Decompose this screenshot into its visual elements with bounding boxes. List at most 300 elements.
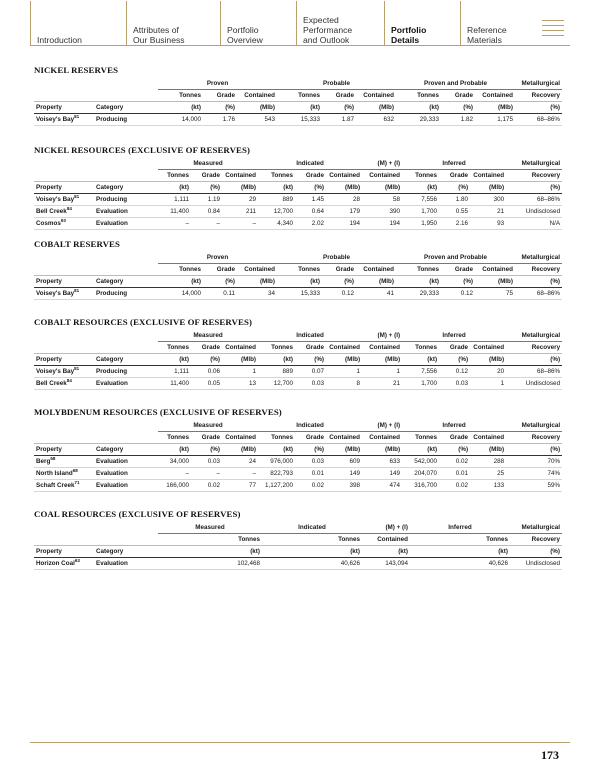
unit-header: (Mlb) — [222, 444, 258, 456]
table-cell: 77 — [222, 480, 258, 492]
column-header: Tonnes — [410, 534, 510, 546]
table-cell: 0.64 — [295, 206, 326, 218]
section-title: COAL RESOURCES (EXCLUSIVE OF RESERVES) — [34, 509, 241, 519]
table-row — [34, 206, 562, 218]
table-cell: 0.55 — [439, 206, 470, 218]
cobalt-resources-section — [34, 316, 562, 390]
table-cell: 4,340 — [258, 218, 295, 230]
unit-header: (kt) — [402, 182, 439, 194]
section-title: COBALT RESOURCES (EXCLUSIVE OF RESERVES) — [34, 317, 252, 327]
column-header: Recovery — [515, 90, 562, 102]
section-title: COBALT RESERVES — [34, 239, 121, 249]
table-cell: 0.12 — [322, 288, 356, 300]
column-header: Grade — [439, 170, 470, 182]
unit-header: (kt) — [158, 182, 191, 194]
column-header: Grade — [191, 170, 222, 182]
column-header: Category — [94, 182, 158, 194]
column-header: Grade — [439, 342, 470, 354]
column-header-row — [34, 90, 562, 102]
top-navigation — [0, 0, 600, 46]
column-header: Grade — [295, 342, 326, 354]
nickel-reserves-table — [34, 78, 562, 126]
group-header: (M) + (I) — [362, 158, 402, 170]
property-cell: Bell Creek$^{84}$ — [34, 206, 94, 218]
category-cell: Evaluation — [94, 468, 158, 480]
unit-header: (kt) — [258, 354, 295, 366]
table-cell: 34 — [237, 288, 277, 300]
nav-label-line: Expected — [303, 15, 339, 25]
table-cell: – — [222, 468, 258, 480]
unit-header: (Mlb) — [237, 102, 277, 114]
property-cell: Voisey's Bay$^{81}$ — [34, 288, 94, 300]
cobalt-resources-table — [34, 330, 562, 390]
group-header-row — [34, 420, 562, 432]
column-header: Recovery — [506, 342, 562, 354]
nav-label-line: Performance — [303, 25, 353, 35]
cobalt-reserves-section — [34, 238, 562, 300]
section-title: MOLYBDENUM RESOURCES (EXCLUSIVE OF RESERVES) — [34, 407, 282, 417]
column-header: Tonnes — [402, 432, 439, 444]
table-cell: 11,400 — [158, 378, 191, 390]
unit-header: (kt) — [410, 546, 510, 558]
table-cell: 41 — [356, 288, 396, 300]
property-cell: Voisey's Bay$^{81}$ — [34, 194, 94, 206]
unit-header: (kt) — [158, 276, 203, 288]
menu-icon[interactable] — [542, 20, 564, 36]
table-row — [34, 378, 562, 390]
column-header: Contained — [470, 432, 506, 444]
table-row — [34, 218, 562, 230]
table-cell: 29,333 — [396, 114, 441, 126]
footer-divider — [30, 742, 570, 743]
table-cell: 1 — [222, 366, 258, 378]
unit-header: (%) — [191, 444, 222, 456]
unit-header: (Mlb) — [326, 182, 362, 194]
table-cell: 194 — [326, 218, 362, 230]
group-header: Inferred — [402, 158, 506, 170]
unit-header-row — [34, 182, 562, 194]
column-header: Contained — [362, 342, 402, 354]
table-row — [34, 558, 562, 570]
nickel-resources-section — [34, 144, 562, 230]
category-cell: Evaluation — [94, 378, 158, 390]
column-header: Contained — [237, 90, 277, 102]
unit-header: (kt) — [158, 102, 203, 114]
table-cell: 24 — [222, 456, 258, 468]
table-cell: 1.87 — [322, 114, 356, 126]
column-header: Grade — [441, 90, 475, 102]
table-row — [34, 468, 562, 480]
nav-label-line: Materials — [467, 35, 502, 45]
table-cell: 633 — [362, 456, 402, 468]
unit-header-row — [34, 102, 562, 114]
table-cell: 11,400 — [158, 206, 191, 218]
unit-header-row — [34, 276, 562, 288]
table-cell: 194 — [362, 218, 402, 230]
table-cell: 0.02 — [439, 480, 470, 492]
nav-label-line: and Outlook — [303, 35, 350, 45]
column-header: Tonnes — [158, 432, 191, 444]
unit-header: (Mlb) — [475, 102, 515, 114]
group-header: Inferred — [402, 330, 506, 342]
table-cell: 1,950 — [402, 218, 439, 230]
unit-header-row — [34, 354, 562, 366]
nav-label-line: Introduction — [37, 35, 82, 45]
table-cell: 93 — [470, 218, 506, 230]
table-cell: 1.82 — [441, 114, 475, 126]
column-header: Property — [34, 354, 94, 366]
table-cell: 1,127,200 — [258, 480, 295, 492]
unit-header: (%) — [515, 102, 562, 114]
nav-label-line: Reference — [467, 25, 507, 35]
nav-label-line: Portfolio — [391, 25, 427, 35]
column-header: Contained — [222, 432, 258, 444]
table-cell: 20 — [470, 366, 506, 378]
unit-header: (%) — [439, 182, 470, 194]
section-title: NICKEL RESOURCES (EXCLUSIVE OF RESERVES) — [34, 145, 251, 155]
table-row — [34, 456, 562, 468]
table-row — [34, 194, 562, 206]
unit-header: (kt) — [362, 546, 410, 558]
column-header: Recovery — [510, 534, 562, 546]
table-cell: 316,700 — [402, 480, 439, 492]
nav-reference-materials[interactable] — [460, 1, 538, 45]
column-header: Property — [34, 276, 94, 288]
column-header: Contained — [362, 432, 402, 444]
column-header: Tonnes — [258, 342, 295, 354]
column-header: Grade — [191, 342, 222, 354]
table-cell: – — [158, 218, 191, 230]
unit-header: (%) — [441, 276, 475, 288]
unit-header: (kt) — [277, 102, 322, 114]
unit-header: (kt) — [158, 354, 191, 366]
table-cell: 14,000 — [158, 288, 203, 300]
category-cell: Evaluation — [94, 480, 158, 492]
unit-header: (%) — [439, 354, 470, 366]
column-header: Contained — [470, 170, 506, 182]
unit-header: (kt) — [262, 546, 362, 558]
unit-header: (%) — [191, 354, 222, 366]
table-cell: 474 — [362, 480, 402, 492]
table-cell: 58 — [362, 194, 402, 206]
table-cell: 1.45 — [295, 194, 326, 206]
unit-header: (Mlb) — [362, 354, 402, 366]
table-cell: 7,556 — [402, 366, 439, 378]
property-cell: Berg$^{68}$ — [34, 456, 94, 468]
column-header: Grade — [295, 170, 326, 182]
unit-header: (Mlb) — [470, 182, 506, 194]
table-cell: 0.12 — [439, 366, 470, 378]
group-header: Inferred — [410, 522, 510, 534]
table-cell: 74% — [506, 468, 562, 480]
column-header: Contained — [470, 342, 506, 354]
unit-header: (%) — [506, 182, 562, 194]
nav-introduction[interactable] — [30, 1, 126, 45]
table-cell: – — [191, 218, 222, 230]
table-cell: 2.16 — [439, 218, 470, 230]
nickel-reserves-section — [34, 64, 562, 126]
column-header: Tonnes — [402, 170, 439, 182]
unit-header: (kt) — [396, 102, 441, 114]
column-header: Contained — [222, 170, 258, 182]
unit-header: (%) — [322, 276, 356, 288]
unit-header: (Mlb) — [356, 276, 396, 288]
table-cell: 1.19 — [191, 194, 222, 206]
group-header: (M) + (I) — [362, 330, 402, 342]
table-cell: 0.06 — [191, 366, 222, 378]
column-header: Contained — [326, 170, 362, 182]
group-header: Proven and Probable — [396, 252, 515, 264]
group-header: Measured — [158, 420, 258, 432]
category-cell: Producing — [94, 366, 158, 378]
unit-header: (%) — [203, 102, 237, 114]
table-cell: 1,175 — [475, 114, 515, 126]
table-cell: 0.03 — [191, 456, 222, 468]
unit-header: (Mlb) — [222, 354, 258, 366]
table-cell: 59% — [506, 480, 562, 492]
unit-header: (Mlb) — [362, 444, 402, 456]
column-header: Property — [34, 102, 94, 114]
table-cell: 300 — [470, 194, 506, 206]
table-cell: N/A — [506, 218, 562, 230]
section-title: NICKEL RESERVES — [34, 65, 119, 75]
table-row — [34, 114, 562, 126]
column-header: Contained — [222, 342, 258, 354]
table-cell: 1,111 — [158, 194, 191, 206]
table-cell: 1,700 — [402, 378, 439, 390]
column-header: Contained — [237, 264, 277, 276]
table-cell: 0.03 — [295, 378, 326, 390]
page-number: 173 — [541, 748, 559, 762]
column-header: Tonnes — [258, 432, 295, 444]
table-cell: 29,333 — [396, 288, 441, 300]
table-cell: 7,556 — [402, 194, 439, 206]
column-header: Tonnes — [396, 90, 441, 102]
column-header: Grade — [439, 432, 470, 444]
column-header: Tonnes — [158, 342, 191, 354]
table-cell: 0.02 — [191, 480, 222, 492]
table-row — [34, 288, 562, 300]
unit-header: (kt) — [402, 354, 439, 366]
column-header: Tonnes — [262, 534, 362, 546]
column-header: Contained — [475, 90, 515, 102]
unit-header: (Mlb) — [326, 444, 362, 456]
column-header: Grade — [191, 432, 222, 444]
table-cell: 75 — [475, 288, 515, 300]
group-header: Metallurgical — [506, 158, 562, 170]
column-header: Tonnes — [277, 90, 322, 102]
table-cell: 0.11 — [203, 288, 237, 300]
category-cell: Evaluation — [94, 558, 158, 570]
column-header-row — [34, 170, 562, 182]
table-cell: 0.03 — [439, 378, 470, 390]
unit-header: (%) — [295, 182, 326, 194]
table-cell: 2.02 — [295, 218, 326, 230]
unit-header: (%) — [191, 182, 222, 194]
table-cell: 8 — [326, 378, 362, 390]
table-cell: 542,000 — [402, 456, 439, 468]
table-cell: 390 — [362, 206, 402, 218]
column-header: Contained — [326, 432, 362, 444]
group-header: Proven — [158, 252, 277, 264]
unit-header: (kt) — [158, 546, 262, 558]
column-header: Grade — [295, 432, 326, 444]
column-header: Tonnes — [277, 264, 322, 276]
unit-header: (%) — [439, 444, 470, 456]
column-header: Tonnes — [158, 534, 262, 546]
column-header: Contained — [326, 342, 362, 354]
unit-header: (Mlb) — [470, 354, 506, 366]
property-cell: Voisey's Bay$^{81}$ — [34, 114, 94, 126]
table-cell: 12,700 — [258, 206, 295, 218]
table-cell: 1 — [362, 366, 402, 378]
property-cell: Cosmos$^{93}$ — [34, 218, 94, 230]
property-cell: Bell Creek$^{84}$ — [34, 378, 94, 390]
unit-header: (kt) — [396, 276, 441, 288]
nav-divider — [30, 45, 570, 46]
nav-label-line: Our Business — [133, 35, 185, 45]
table-cell: 179 — [326, 206, 362, 218]
cobalt-reserves-table — [34, 252, 562, 300]
table-cell: 1,111 — [158, 366, 191, 378]
table-cell: 149 — [326, 468, 362, 480]
table-cell: 889 — [258, 194, 295, 206]
category-cell: Producing — [94, 288, 158, 300]
unit-header: (kt) — [402, 444, 439, 456]
table-cell: 543 — [237, 114, 277, 126]
table-cell: 0.03 — [295, 456, 326, 468]
unit-header: (%) — [295, 444, 326, 456]
table-cell: 102,468 — [158, 558, 262, 570]
table-cell: 14,000 — [158, 114, 203, 126]
column-header-row — [34, 264, 562, 276]
table-cell: 889 — [258, 366, 295, 378]
column-header: Grade — [322, 264, 356, 276]
table-cell: 15,333 — [277, 114, 322, 126]
table-cell: 1 — [326, 366, 362, 378]
unit-header: (Mlb) — [326, 354, 362, 366]
nav-label-line: Portfolio — [227, 25, 259, 35]
column-header: Property — [34, 444, 94, 456]
group-header: Inferred — [402, 420, 506, 432]
nav-expected-performance-and-outlook[interactable] — [296, 1, 384, 45]
group-header: Metallurgical — [506, 330, 562, 342]
nav-portfolio-details[interactable] — [384, 1, 460, 45]
group-header: Measured — [158, 330, 258, 342]
table-cell: 1,700 — [402, 206, 439, 218]
unit-header: (%) — [515, 276, 562, 288]
unit-header: (kt) — [258, 182, 295, 194]
group-header: (M) + (I) — [362, 522, 410, 534]
group-header: Metallurgical — [515, 78, 562, 90]
table-cell: 166,000 — [158, 480, 191, 492]
table-cell: 70% — [506, 456, 562, 468]
column-header: Grade — [203, 264, 237, 276]
column-header: Property — [34, 182, 94, 194]
table-row — [34, 366, 562, 378]
group-header: Proven and Probable — [396, 78, 515, 90]
table-cell: 0.02 — [295, 480, 326, 492]
table-row — [34, 480, 562, 492]
property-cell: North Island$^{68}$ — [34, 468, 94, 480]
column-header: Tonnes — [258, 170, 295, 182]
column-header: Grade — [203, 90, 237, 102]
table-cell: 0.07 — [295, 366, 326, 378]
unit-header: (Mlb) — [470, 444, 506, 456]
table-cell: – — [191, 468, 222, 480]
table-cell: 0.84 — [191, 206, 222, 218]
table-cell: 40,626 — [410, 558, 510, 570]
unit-header: (%) — [510, 546, 562, 558]
table-cell: 143,094 — [362, 558, 410, 570]
group-header-row — [34, 522, 562, 534]
column-header: Contained — [356, 90, 396, 102]
table-cell: 40,626 — [262, 558, 362, 570]
molybdenum-resources-table — [34, 420, 562, 492]
table-cell: 0.01 — [439, 468, 470, 480]
column-header: Contained — [356, 264, 396, 276]
nav-portfolio-overview[interactable] — [220, 1, 296, 45]
table-cell: 0.12 — [441, 288, 475, 300]
table-cell: 13 — [222, 378, 258, 390]
group-header: Measured — [158, 158, 258, 170]
property-cell: Schaft Creek$^{71}$ — [34, 480, 94, 492]
table-cell: 1 — [470, 378, 506, 390]
group-header: Probable — [277, 252, 396, 264]
coal-resources-table — [34, 522, 562, 570]
column-header: Recovery — [515, 264, 562, 276]
column-header: Contained — [362, 170, 402, 182]
molybdenum-resources-section — [34, 406, 562, 492]
table-cell: 976,000 — [258, 456, 295, 468]
table-cell: 29 — [222, 194, 258, 206]
table-cell: 68–86% — [515, 114, 562, 126]
unit-header-row — [34, 546, 562, 558]
group-header: (M) + (I) — [362, 420, 402, 432]
column-header: Category — [94, 276, 158, 288]
table-cell: 15,333 — [277, 288, 322, 300]
table-cell: 398 — [326, 480, 362, 492]
column-header: Category — [94, 354, 158, 366]
unit-header: (Mlb) — [475, 276, 515, 288]
group-header-row — [34, 252, 562, 264]
column-header: Category — [94, 444, 158, 456]
table-cell: Undisclosed — [506, 378, 562, 390]
category-cell: Producing — [94, 114, 158, 126]
column-header: Recovery — [506, 432, 562, 444]
nav-attributes-of-our-business[interactable] — [126, 1, 220, 45]
table-cell: 1.80 — [439, 194, 470, 206]
category-cell: Evaluation — [94, 206, 158, 218]
table-cell: 288 — [470, 456, 506, 468]
table-cell: 21 — [470, 206, 506, 218]
group-header: Proven — [158, 78, 277, 90]
group-header: Measured — [158, 522, 262, 534]
nav-label-line: Overview — [227, 35, 263, 45]
group-header-row — [34, 158, 562, 170]
column-header: Contained — [362, 534, 410, 546]
table-cell: 1.76 — [203, 114, 237, 126]
group-header: Indicated — [258, 158, 362, 170]
table-cell: Undisclosed — [510, 558, 562, 570]
property-cell: Voisey's Bay$^{81}$ — [34, 366, 94, 378]
unit-header: (%) — [506, 354, 562, 366]
unit-header: (kt) — [277, 276, 322, 288]
table-cell: 204,070 — [402, 468, 439, 480]
group-header-row — [34, 330, 562, 342]
unit-header: (%) — [295, 354, 326, 366]
column-header: Tonnes — [158, 170, 191, 182]
